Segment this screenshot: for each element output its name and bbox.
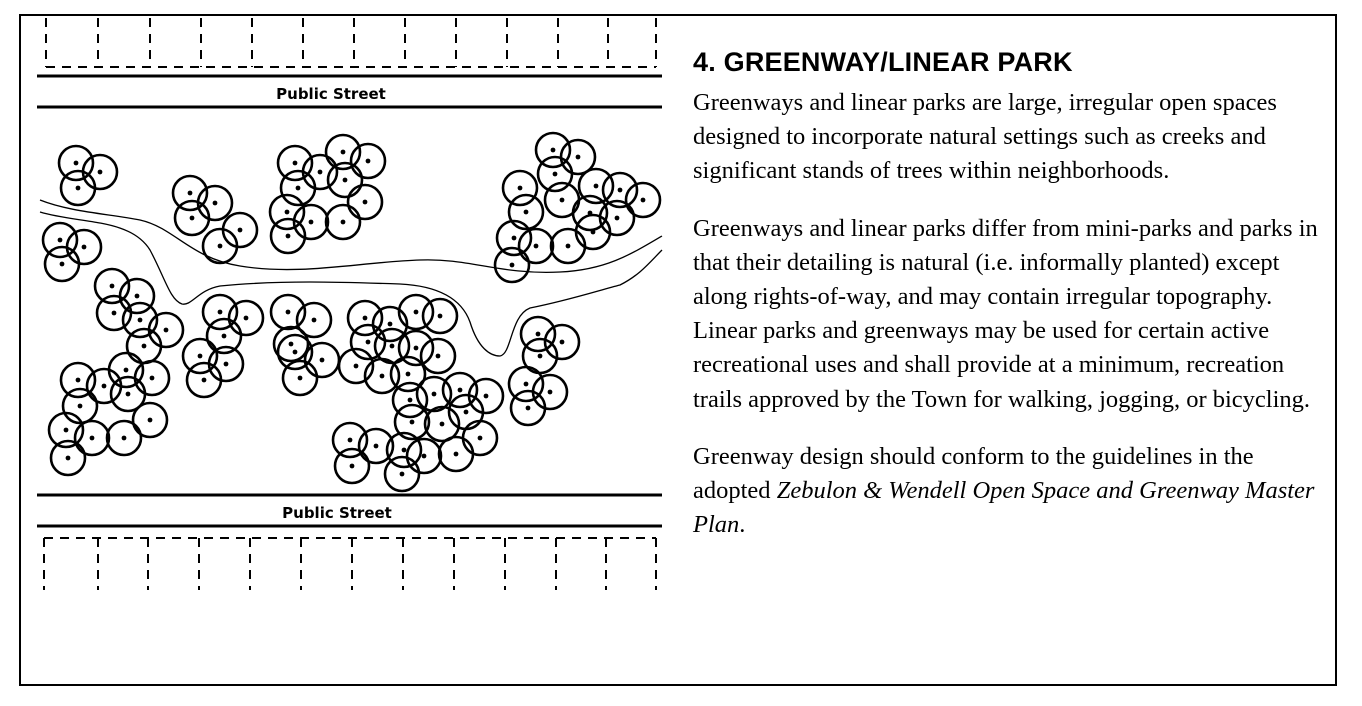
bottom-street-label: Public Street (282, 504, 392, 522)
top-lot-parcels (46, 18, 656, 67)
tree-trunk-dot (363, 316, 368, 321)
tree-trunk-dot (524, 210, 529, 215)
tree-trunk-dot (98, 170, 103, 175)
tree-trunk-dot (410, 420, 415, 425)
tree-trunk-dot (618, 188, 623, 193)
tree-trunk-dot (366, 159, 371, 164)
tree-trunk-dot (526, 406, 531, 411)
tree-trunk-dot (478, 436, 483, 441)
tree-trunk-dot (286, 234, 291, 239)
tree-trunk-dot (348, 438, 353, 443)
tree-trunk-dot (224, 362, 229, 367)
greenway-site-diagram (0, 0, 680, 706)
tree-trunk-dot (438, 314, 443, 319)
tree-trunk-dot (58, 238, 63, 243)
tree-trunk-dot (454, 452, 459, 457)
tree-trunk-dot (289, 342, 294, 347)
tree-trunk-dot (298, 376, 303, 381)
tree-trunk-dot (293, 350, 298, 355)
paragraph-definition: Greenways and linear parks are large, irregular open spaces designed to incorporate natural settings such as creeks and significant stands of trees within neighborhoods. (693, 89, 1277, 185)
tree-trunk-dot (374, 444, 379, 449)
tree-trunk-dot (548, 390, 553, 395)
tree-trunk-dot (484, 394, 489, 399)
tree-trunk-dot (76, 378, 81, 383)
tree-trunk-dot (148, 418, 153, 423)
tree-trunk-dot (534, 244, 539, 249)
tree-trunk-dot (432, 392, 437, 397)
tree-trunk-dot (150, 376, 155, 381)
tree-trunk-dot (218, 244, 223, 249)
tree-trunk-dot (524, 382, 529, 387)
tree-trunk-dot (286, 310, 291, 315)
tree-trunk-dot (293, 161, 298, 166)
tree-trunk-dot (615, 216, 620, 221)
tree-trunk-dot (198, 354, 203, 359)
tree-trunk-dot (135, 294, 140, 299)
tree-trunk-dot (213, 201, 218, 206)
tree-trunk-dot (354, 364, 359, 369)
tree-trunk-dot (124, 368, 129, 373)
tree-trunk-dot (551, 148, 556, 153)
tree-trunk-dot (350, 464, 355, 469)
tree-trunk-dot (312, 318, 317, 323)
tree-trunk-dot (566, 244, 571, 249)
tree-trunk-dot (388, 322, 393, 327)
tree-trunk-dot (343, 178, 348, 183)
tree-trunk-dot (538, 354, 543, 359)
tree-trunk-dot (591, 230, 596, 235)
top-public-street (37, 76, 662, 107)
tree-trunk-dot (641, 198, 646, 203)
tree-trunk-dot (142, 344, 147, 349)
tree-trunk-dot (510, 263, 515, 268)
tree-trunk-dot (390, 344, 395, 349)
tree-trunk-dot (512, 236, 517, 241)
tree-trunk-dot (518, 186, 523, 191)
tree-trunk-dot (110, 284, 115, 289)
tree-trunk-dot (576, 155, 581, 160)
tree-trunk-dot (560, 198, 565, 203)
tree-trunk-dot (436, 354, 441, 359)
tree-trunk-dot (90, 436, 95, 441)
tree-trunk-dot (464, 410, 469, 415)
tree-trunk-dot (458, 388, 463, 393)
tree-trunk-dot (560, 340, 565, 345)
tree-trunk-dot (74, 161, 79, 166)
paragraph-guidelines (693, 440, 1333, 543)
bottom-public-street (37, 495, 662, 526)
tree-trunk-dot (190, 216, 195, 221)
tree-trunk-dot (309, 220, 314, 225)
tree-trunk-dot (318, 170, 323, 175)
tree-trunk-dot (400, 472, 405, 477)
tree-trunk-dot (82, 245, 87, 250)
tree-trunk-dot (285, 210, 290, 215)
section-title: 4. GREENWAY/LINEAR PARK (693, 47, 1073, 77)
tree-trunk-dot (408, 398, 413, 403)
guidelines-end: . (739, 511, 746, 539)
tree-trunk-dot (138, 318, 143, 323)
tree-trunk-dot (126, 392, 131, 397)
master-plan-title: Zebulon & Wendell Open Space and Greenway Master Plan (693, 477, 1315, 539)
tree-trunk-dot (64, 428, 69, 433)
tree-trunk-dot (380, 374, 385, 379)
top-street-label: Public Street (276, 85, 386, 103)
tree-trunk-dot (366, 340, 371, 345)
tree-trunk-dot (66, 456, 71, 461)
tree-trunk-dot (414, 310, 419, 315)
tree-trunk-dot (60, 262, 65, 267)
tree-trunk-dot (76, 186, 81, 191)
tree-trunk-dot (341, 220, 346, 225)
tree-trunk-dot (296, 186, 301, 191)
paragraph-detailing: Greenways and linear parks differ from mini-parks and parks in that their detailing is natural (i.e. informally planted) except along rights-of-way, and may contain irregular topography. Linear parks and greenways may be used for certain active recreational uses and shall provide at a minimum, recreation trails approved by the Town for walking, jogging, or bicycling. (693, 214, 1318, 413)
tree-trunk-dot (122, 436, 127, 441)
tree-trunk-dot (164, 328, 169, 333)
tree-trunk-dot (402, 448, 407, 453)
tree-trunk-dot (406, 372, 411, 377)
tree-trunk-dot (422, 454, 427, 459)
tree-trunk-dot (222, 334, 227, 339)
tree-trunk-dot (536, 332, 541, 337)
tree-trunk-dot (440, 422, 445, 427)
tree-trunk-dot (594, 184, 599, 189)
tree-trunk-dot (320, 358, 325, 363)
tree-trunk-dot (102, 384, 107, 389)
bottom-lot-parcels (44, 538, 656, 590)
tree-trunk-dot (218, 310, 223, 315)
tree-trunk-dot (363, 200, 368, 205)
tree-trunk-dot (202, 378, 207, 383)
tree-trunk-dot (244, 316, 249, 321)
tree-trunk-dot (414, 346, 419, 351)
tree-canopy (43, 133, 660, 491)
tree-trunk-dot (553, 172, 558, 177)
text-column (693, 47, 1333, 565)
tree-trunk-dot (188, 191, 193, 196)
tree-trunk-dot (78, 404, 83, 409)
tree-trunk-dot (112, 311, 117, 316)
guidelines-lead: Greenway design should conform to the guidelines in the adopted (693, 442, 1254, 505)
tree-trunk-dot (341, 150, 346, 155)
tree-trunk-dot (238, 228, 243, 233)
